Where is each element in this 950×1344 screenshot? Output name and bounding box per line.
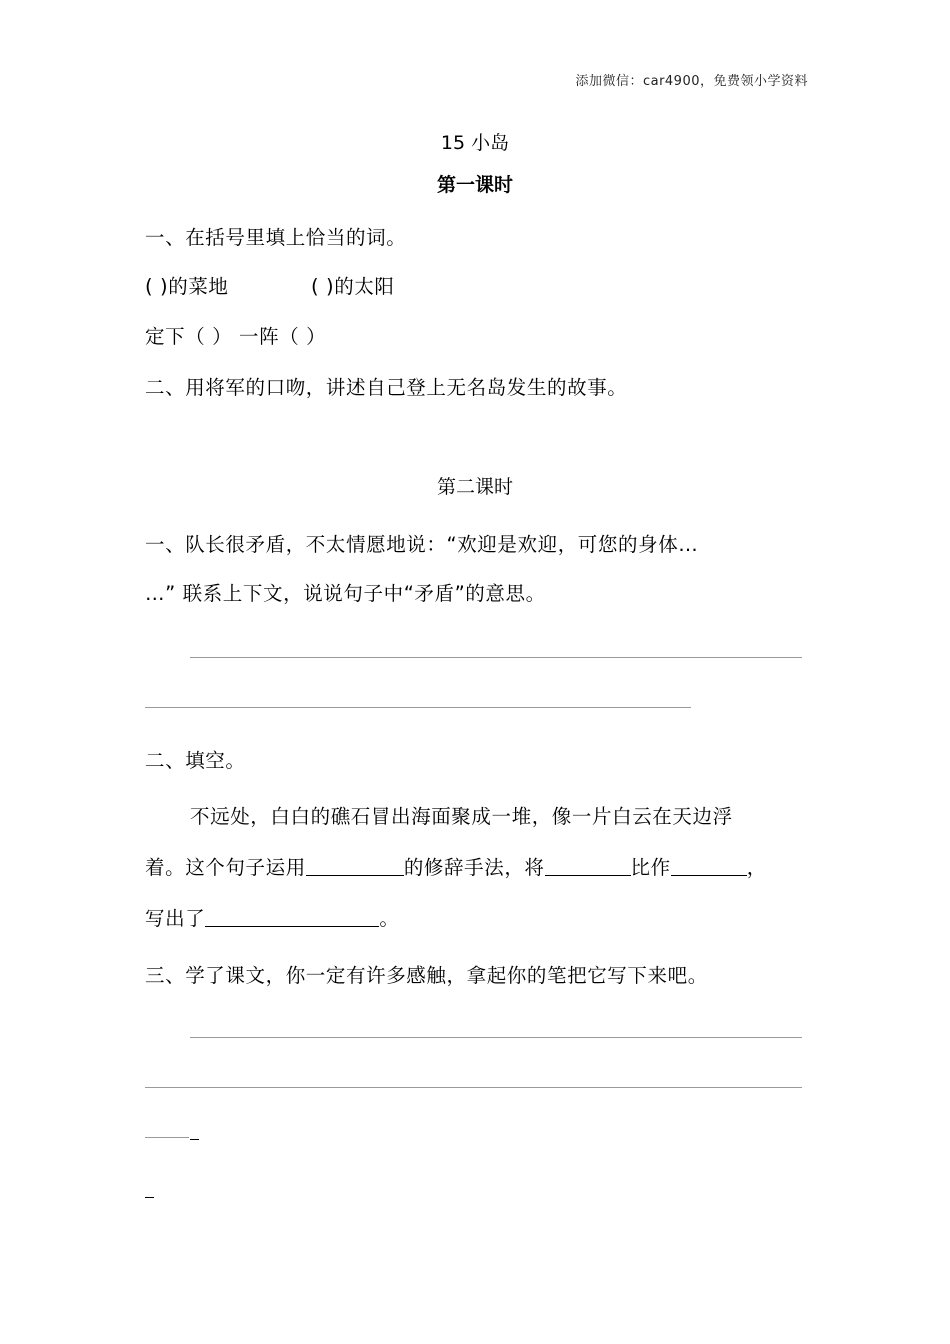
lesson-title: 15 小岛 bbox=[440, 132, 510, 154]
period2-q2-para-line3 bbox=[145, 903, 399, 931]
period1-q1-row2: 定下（ ） 一阵（ ） bbox=[145, 325, 327, 348]
period2-q2-para-line1: 不远处，白白的礁石冒出海面聚成一堆，像一片白云在天边浮 bbox=[190, 805, 733, 828]
period1-q1-prompt: 一、在括号里填上恰当的词。 bbox=[145, 226, 407, 249]
para-text: 比作 bbox=[630, 856, 671, 879]
fill-blank-rhetoric[interactable] bbox=[306, 857, 404, 876]
header-note: 添加微信：car4900，免费领小学资料 bbox=[575, 74, 808, 89]
period2-q1-line1: 一、队长很矛盾，不太情愿地说：“欢迎是欢迎，可您的身体… bbox=[145, 533, 699, 556]
period1-q1-row1-a: ( )的菜地 bbox=[145, 275, 229, 298]
para-text: 。 bbox=[379, 907, 400, 930]
fill-blank-subject[interactable] bbox=[545, 857, 631, 876]
answer-line[interactable] bbox=[190, 657, 802, 658]
para-text: 写出了 bbox=[145, 907, 206, 930]
fill-blank-effect[interactable] bbox=[205, 908, 379, 927]
para-text: 着。这个句子运用 bbox=[145, 856, 306, 879]
period2-title: 第二课时 bbox=[436, 476, 513, 498]
answer-line[interactable] bbox=[190, 1037, 802, 1038]
period1-title: 第一课时 bbox=[436, 174, 513, 196]
para-text: 的修辞手法，将 bbox=[403, 856, 545, 879]
period2-q3-prompt: 三、学了课文，你一定有许多感触，拿起你的笔把它写下来吧。 bbox=[145, 964, 708, 987]
answer-line[interactable] bbox=[145, 1087, 802, 1088]
answer-line-end bbox=[145, 1197, 154, 1198]
answer-line[interactable] bbox=[145, 1137, 189, 1138]
answer-line-end bbox=[190, 1139, 199, 1140]
period2-q2-para-line2 bbox=[145, 852, 767, 880]
period1-q1-row1-b: ( )的太阳 bbox=[311, 275, 395, 298]
period2-q2-prompt: 二、填空。 bbox=[145, 749, 246, 772]
period1-q2-prompt: 二、用将军的口吻，讲述自己登上无名岛发生的故事。 bbox=[145, 376, 628, 399]
answer-line[interactable] bbox=[145, 707, 691, 708]
period2-q1-line2: …” 联系上下文，说说句子中“矛盾”的意思。 bbox=[145, 582, 546, 605]
fill-blank-comparison[interactable] bbox=[671, 857, 747, 876]
para-text: ， bbox=[746, 856, 767, 879]
